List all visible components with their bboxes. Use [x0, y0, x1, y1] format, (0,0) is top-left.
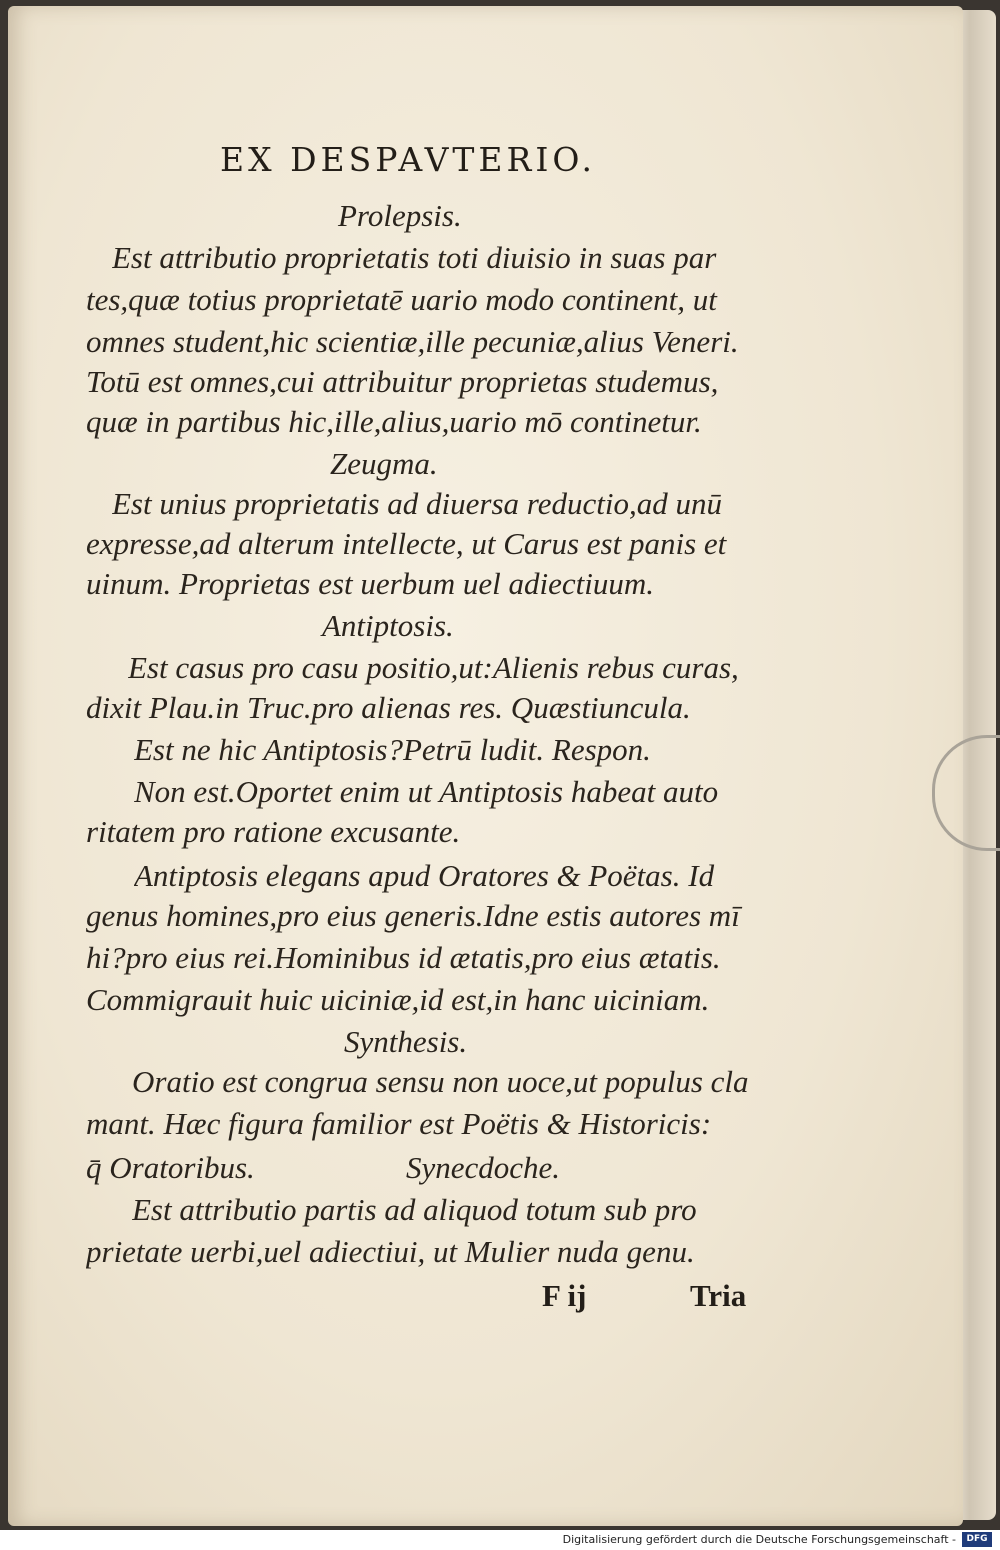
heading-zeugma: Zeugma.: [330, 446, 438, 481]
text-line: genus homines,pro eius generis.Idne estis autores mī: [86, 898, 740, 933]
text-line: Totū est omnes,cui attribuitur proprietas studemus,: [86, 364, 719, 399]
text-line: omnes student,hic scientiæ,ille pecuniæ,alius Veneri.: [86, 324, 739, 359]
text-line: Oratio est congrua sensu non uoce,ut populus cla: [132, 1064, 749, 1099]
heading-synecdoche: Synecdoche.: [406, 1150, 561, 1185]
text-line: ritatem pro ratione excusante.: [86, 814, 461, 849]
text-line: dixit Plau.in Truc.pro alienas res. Quæstiuncula.: [86, 690, 691, 725]
text-line: tes,quæ totius proprietatē uario modo continent, ut: [86, 282, 717, 317]
text-line: Est attributio proprietatis toti diuisio in suas par: [112, 240, 717, 275]
text-line: Commigrauit huic uiciniæ,id est,in hanc uiciniam.: [86, 982, 710, 1017]
text-line: prietate uerbi,uel adiectiui, ut Mulier nuda genu.: [86, 1234, 695, 1269]
text-line: uinum. Proprietas est uerbum uel adiectiuum.: [86, 566, 654, 601]
signature-mark: F ij: [542, 1278, 587, 1313]
text-line: Non est.Oportet enim ut Antiptosis habeat auto: [134, 774, 719, 809]
text-line: q̄ Oratoribus.: [86, 1150, 255, 1185]
heading-antiptosis: Antiptosis.: [322, 608, 454, 643]
text-line: expresse,ad alterum intellecte, ut Carus est panis et: [86, 526, 727, 561]
text-line: quæ in partibus hic,ille,alius,uario mō continetur.: [86, 404, 702, 439]
digitization-credit: Digitalisierung gefördert durch die Deutsche Forschungsgemeinschaft -: [562, 1533, 956, 1546]
dfg-logo: DFG: [962, 1532, 992, 1547]
catchword: Tria: [690, 1278, 747, 1313]
text-line: Est unius proprietatis ad diuersa reductio,ad unū: [112, 486, 722, 521]
text-line: Est ne hic Antiptosis?Petrū ludit. Respon.: [134, 732, 651, 767]
heading-prolepsis: Prolepsis.: [338, 198, 462, 233]
running-head: EX DESPAVTERIO.: [220, 140, 597, 179]
heading-synthesis: Synthesis.: [344, 1024, 468, 1059]
text-line: mant. Hæc figura familior est Poëtis & Historicis:: [86, 1106, 712, 1141]
text-line: hi?pro eius rei.Hominibus id ætatis,pro eius ætatis.: [86, 940, 721, 975]
text-line: Est casus pro casu positio,ut:Alienis rebus curas,: [128, 650, 739, 685]
text-line: Est attributio partis ad aliquod totum sub pro: [132, 1192, 697, 1227]
text-line: Antiptosis elegans apud Oratores & Poëtas. Id: [134, 858, 715, 893]
